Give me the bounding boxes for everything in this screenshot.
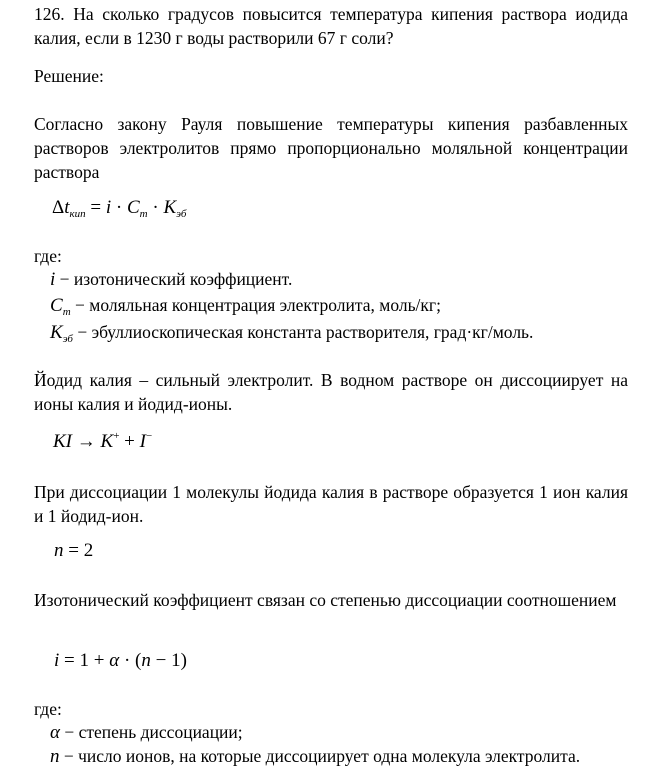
t-symbol: t bbox=[64, 197, 70, 218]
delta-symbol: Δ bbox=[52, 197, 65, 218]
def-text: число ионов, на которые диссоциирует одна молекула электролита. bbox=[78, 746, 581, 766]
ki-formula: KI bbox=[53, 431, 72, 452]
n-symbol: n bbox=[54, 540, 64, 561]
def-dash: − bbox=[70, 295, 90, 315]
def-text: моляльная концентрация электролита, моль/кг; bbox=[89, 295, 441, 315]
plus-sign: + bbox=[119, 431, 140, 452]
def-subscript: эб bbox=[62, 333, 73, 345]
def-text: изотонический коэффициент. bbox=[73, 269, 293, 289]
dot-operator: · bbox=[111, 197, 127, 218]
def-text: степень диссоциации; bbox=[78, 722, 243, 742]
n-symbol: n bbox=[141, 650, 151, 671]
where-label-2: где: bbox=[34, 699, 62, 719]
t-subscript: кип bbox=[69, 208, 86, 220]
formula-part: · ( bbox=[119, 650, 142, 671]
def-symbol: i bbox=[50, 269, 56, 290]
arrow-symbol: → bbox=[72, 431, 101, 452]
definition-alpha bbox=[50, 720, 243, 745]
dot-operator: · bbox=[147, 197, 164, 218]
i-ion: I bbox=[139, 431, 146, 452]
where-label-1: где: bbox=[34, 246, 62, 266]
def-text: эбуллиоскопическая константа растворителя, град·кг/моль. bbox=[91, 322, 534, 342]
isotonic-paragraph: Изотонический коэффициент связан со степенью диссоциации соотношением bbox=[34, 590, 617, 610]
problem-statement: 126. На сколько градусов повысится температура кипения раствора иодида калия, если в 1230 г воды растворили 67 г соли? bbox=[34, 4, 628, 48]
boiling-point-formula bbox=[52, 197, 186, 220]
dissociation-equation bbox=[53, 430, 152, 453]
c-symbol: C bbox=[126, 197, 140, 218]
def-dash: − bbox=[55, 269, 74, 289]
i-symbol: i bbox=[105, 197, 112, 218]
def-symbol: n bbox=[50, 746, 60, 767]
formula-part: = 1 + bbox=[59, 650, 110, 671]
def-dash: − bbox=[72, 322, 92, 342]
k-ion: K bbox=[100, 431, 114, 452]
raoult-law-paragraph: Согласно закону Рауля повышение температуры кипения разбавленных растворов электролитов прямо пропорционально моляльной концентрации раствора bbox=[34, 114, 628, 182]
ion-count-formula bbox=[54, 540, 93, 562]
def-dash: − bbox=[59, 746, 79, 766]
def-symbol: C bbox=[50, 295, 63, 316]
k-symbol: K bbox=[163, 197, 177, 218]
formula-part: − 1) bbox=[150, 650, 187, 671]
n-value: = 2 bbox=[63, 540, 94, 561]
def-dash: − bbox=[59, 722, 79, 742]
solution-label: Решение: bbox=[34, 66, 104, 86]
i-charge: − bbox=[145, 430, 153, 442]
def-symbol: α bbox=[50, 722, 60, 743]
i-symbol: i bbox=[54, 650, 60, 671]
definition-keb bbox=[50, 320, 533, 351]
def-symbol: K bbox=[50, 322, 63, 343]
alpha-symbol: α bbox=[109, 650, 120, 671]
potassium-iodide-paragraph: Йодид калия – сильный электролит. В водном растворе он диссоциирует на ионы калия и йодид-ионы. bbox=[34, 370, 628, 414]
k-subscript: эб bbox=[176, 208, 187, 220]
equals-sign: = bbox=[85, 197, 106, 218]
definition-n bbox=[50, 744, 580, 769]
isotonic-formula bbox=[54, 650, 187, 672]
def-subscript: m bbox=[62, 306, 71, 318]
c-subscript: m bbox=[139, 208, 148, 220]
definition-i bbox=[50, 267, 292, 292]
k-charge: + bbox=[113, 430, 120, 442]
dissociation-paragraph: При диссоциации 1 молекулы йодида калия в растворе образуется 1 ион калия и 1 йодид-ион. bbox=[34, 482, 628, 526]
